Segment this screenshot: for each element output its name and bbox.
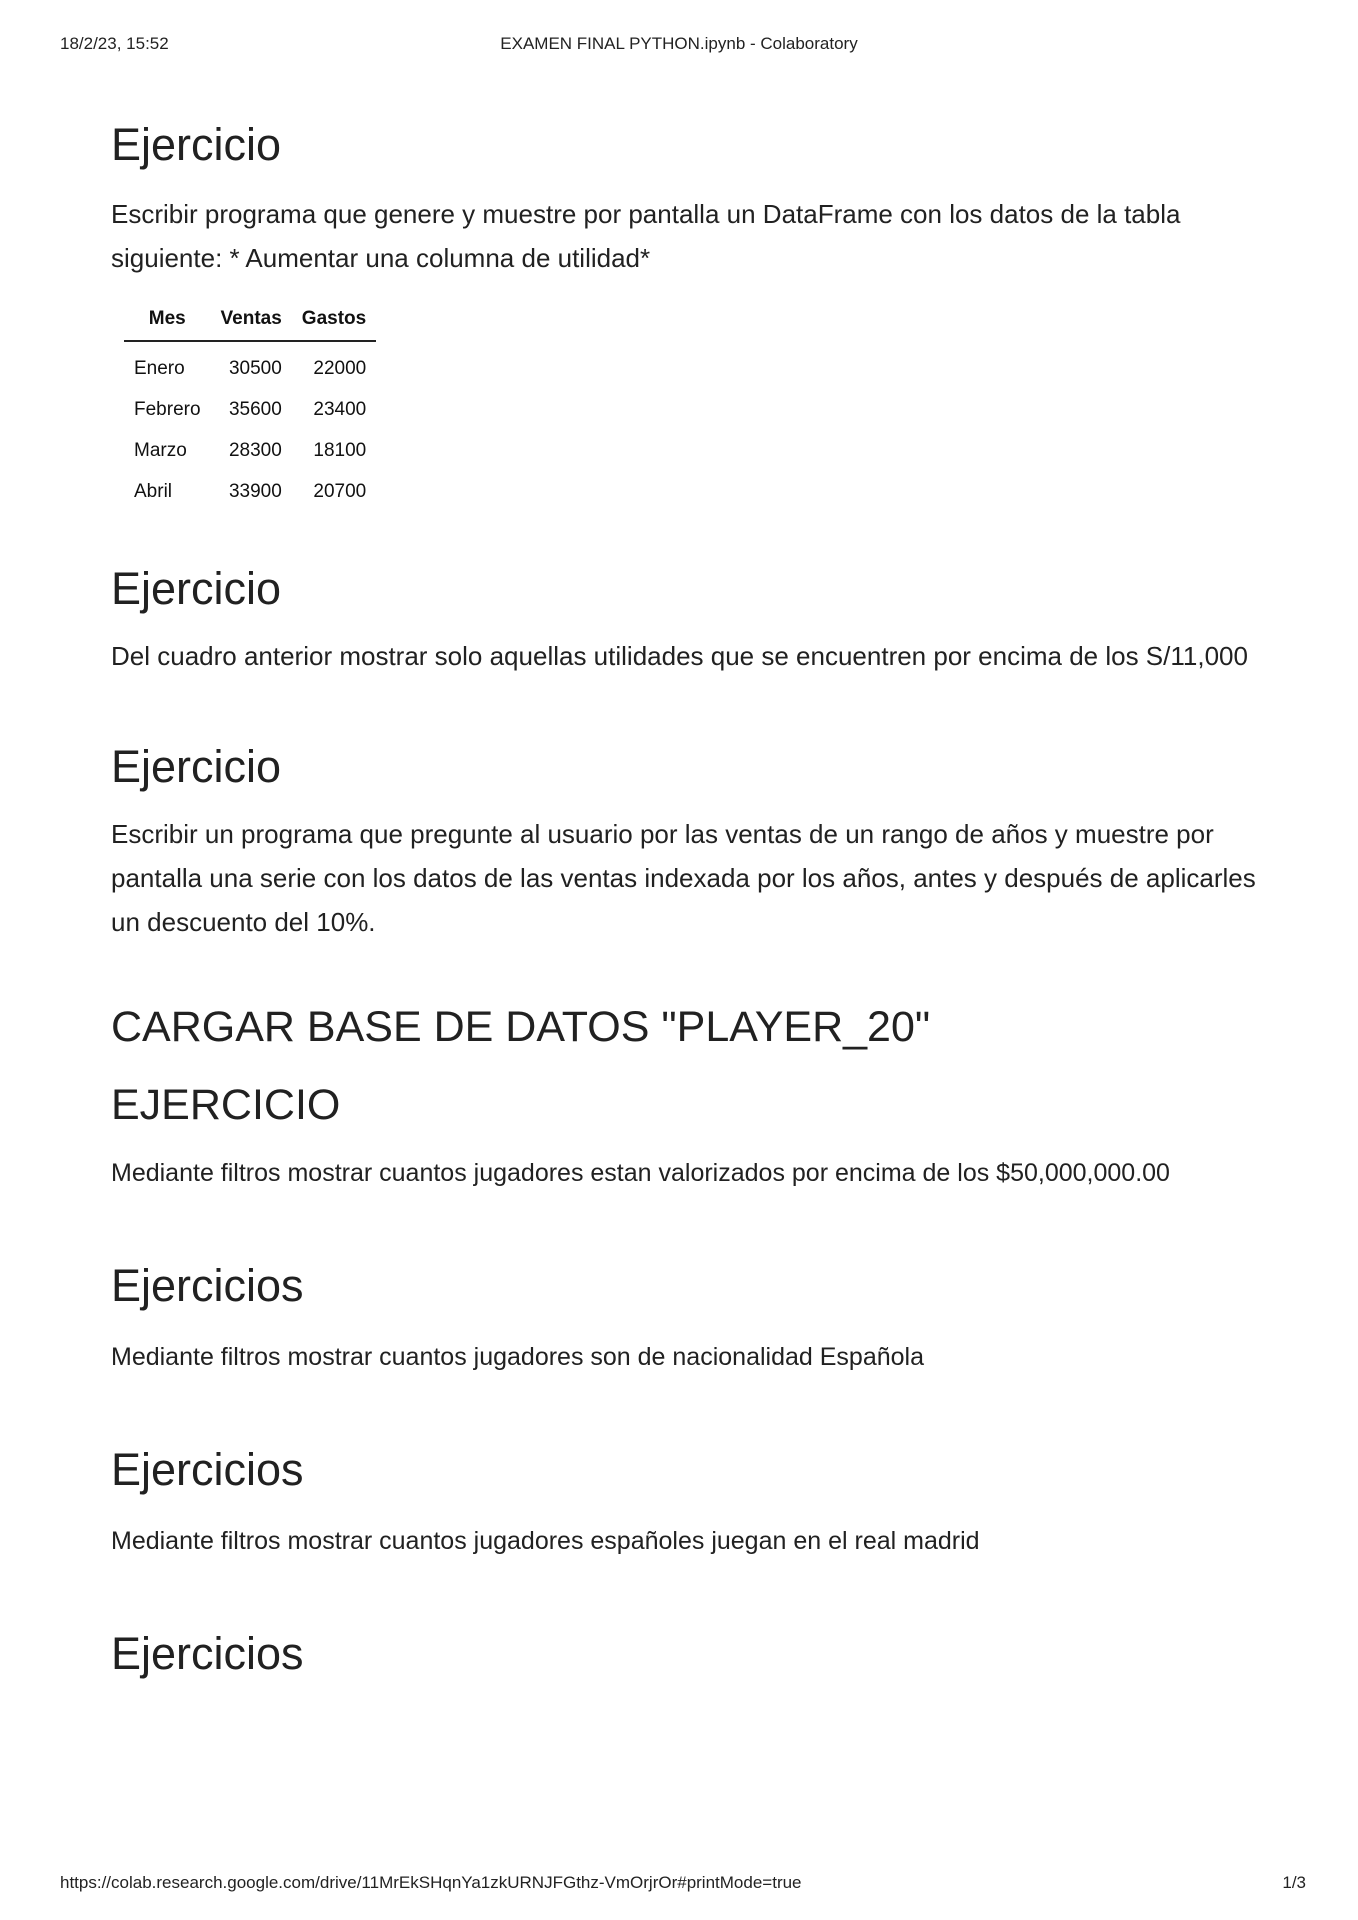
section-heading: Ejercicios (111, 1444, 304, 1496)
table-cell: 28300 (228, 439, 282, 461)
print-footer-page-number: 1/3 (1282, 1873, 1306, 1892)
section-text: Escribir un programa que pregunte al usuario por las ventas de un rango de años y muestre por pantalla una serie con los datos de las ventas indexada por los años, antes y después de aplicarles un descuento del 10%. (111, 819, 1256, 937)
table-cell: Enero (134, 357, 185, 379)
table-cell: Marzo (134, 439, 187, 461)
table-header-ventas: Ventas (211, 302, 292, 341)
table-row (124, 430, 376, 471)
section-text: Mediante filtros mostrar cuantos jugadores estan valorizados por encima de los $50,000,000.00 (111, 1159, 1170, 1188)
notebook-content (111, 118, 1291, 1699)
section-heading: EJERCICIO (111, 1080, 341, 1129)
table-cell: 18100 (313, 439, 367, 461)
section-text: Del cuadro anterior mostrar solo aquellas utilidades que se encuentren por encima de los S/11,000 (111, 641, 1248, 671)
table-cell: 35600 (228, 398, 282, 420)
table-cell: 23400 (313, 398, 367, 420)
section-heading: Ejercicios (111, 1628, 304, 1680)
print-header-datetime: 18/2/23, 15:52 (60, 34, 169, 53)
section-heading: Ejercicio (111, 119, 282, 170)
table-header-row (124, 302, 376, 341)
table-row (124, 341, 376, 389)
section-exercise-1 (111, 118, 1291, 512)
section-exercise-4 (111, 1080, 1291, 1196)
table-row (124, 471, 376, 512)
table-cell: 20700 (313, 480, 367, 502)
table-header-mes: Mes (124, 302, 211, 341)
section-heading: Ejercicio (111, 563, 282, 614)
section-text: Mediante filtros mostrar cuantos jugadores españoles juegan en el real madrid (111, 1527, 980, 1556)
section-exercise-2 (111, 562, 1291, 678)
section-exercise-3 (111, 740, 1291, 944)
table-row (124, 389, 376, 430)
table-cell: 30500 (228, 357, 282, 379)
table-cell: Febrero (134, 398, 201, 420)
section-heading: Ejercicio (111, 741, 282, 792)
table-header-gastos: Gastos (292, 302, 376, 341)
print-footer-url: https://colab.research.google.com/drive/11MrEkSHqnYa1zkURNJFGthz-VmOrjrOr#printMode=true (60, 1873, 802, 1892)
section-text: Escribir programa que genere y muestre por pantalla un DataFrame con los datos de la tabla siguiente: * Aumentar una columna de utilidad* (111, 199, 1181, 273)
ventas-gastos-table (124, 302, 376, 512)
print-header-title: EXAMEN FINAL PYTHON.ipynb - Colaboratory (500, 34, 858, 53)
section-text: Mediante filtros mostrar cuantos jugadores son de nacionalidad Española (111, 1343, 924, 1372)
section-heading: Ejercicios (111, 1260, 304, 1312)
table-cell: 22000 (313, 357, 367, 379)
table-cell: Abril (134, 480, 173, 502)
section-exercise-6 (111, 1443, 1291, 1563)
section-exercise-5 (111, 1259, 1291, 1379)
section-exercise-7 (111, 1627, 1291, 1681)
section-load-database (111, 1002, 1291, 1054)
table-cell: 33900 (228, 480, 282, 502)
section-heading: CARGAR BASE DE DATOS "PLAYER_20" (111, 1003, 931, 1051)
